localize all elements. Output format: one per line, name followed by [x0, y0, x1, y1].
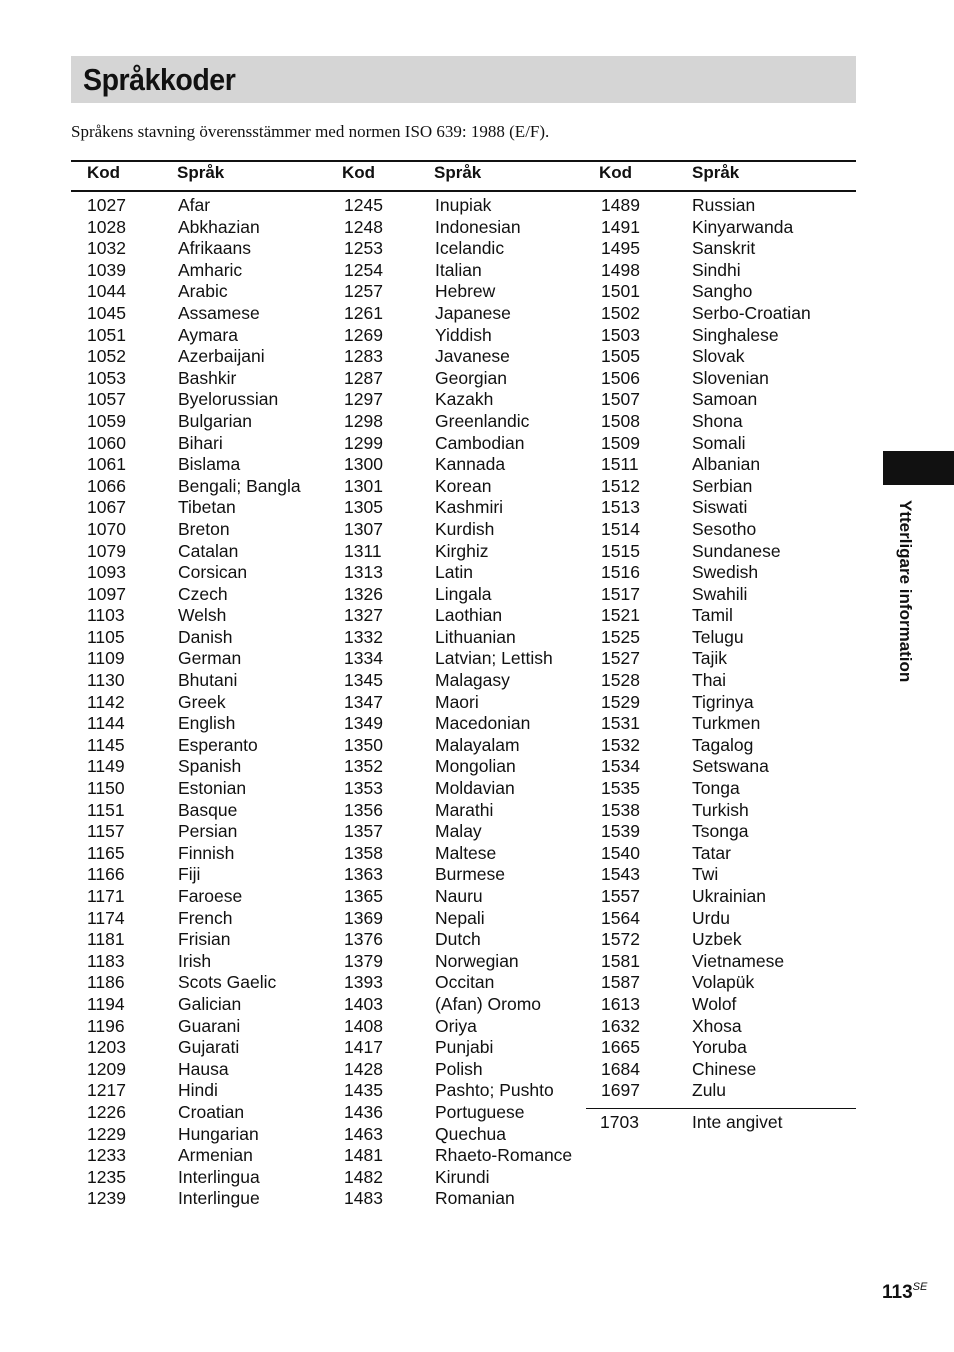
- page-number-value: 113: [882, 1282, 913, 1303]
- unspecified-lang: Inte angivet: [692, 1112, 783, 1132]
- language-code: 1059: [87, 410, 126, 431]
- language-name: Icelandic: [435, 238, 505, 259]
- language-name: Russian: [692, 195, 756, 215]
- language-code: 1557: [601, 886, 640, 906]
- language-code: 1052: [87, 346, 126, 367]
- language-code: 1436: [344, 1101, 383, 1122]
- language-name: Bhutani: [178, 670, 238, 691]
- language-code: 1051: [87, 324, 126, 345]
- language-code: 1572: [601, 929, 640, 950]
- language-code: 1357: [344, 821, 383, 842]
- language-code: 1254: [344, 259, 383, 280]
- extra-rule: [586, 1108, 856, 1109]
- language-code: 1150: [87, 778, 125, 799]
- language-code: 1287: [344, 367, 383, 388]
- language-name: Abkhazian: [178, 216, 260, 237]
- language-code: 1233: [87, 1145, 126, 1166]
- language-name: Kazakh: [435, 389, 494, 410]
- language-name: Tigrinya: [692, 691, 754, 712]
- language-code: 1353: [344, 778, 383, 799]
- language-code: 1299: [344, 432, 383, 453]
- intro-text: Språkens stavning överensstämmer med normen ISO 639: 1988 (E/F).: [71, 122, 550, 141]
- language-code: 1535: [601, 778, 640, 799]
- language-name: Oriya: [435, 1015, 477, 1036]
- language-name: Kirghiz: [435, 540, 489, 561]
- language-name: Maori: [435, 691, 479, 712]
- language-code: 1166: [87, 864, 125, 885]
- language-name: Esperanto: [178, 734, 258, 755]
- language-name: Somali: [692, 432, 746, 453]
- language-code: 1217: [87, 1080, 126, 1101]
- language-code: 1498: [601, 259, 640, 280]
- language-name: Macedonian: [435, 713, 531, 734]
- language-name: Interlingua: [178, 1166, 260, 1187]
- language-code: 1403: [344, 993, 383, 1014]
- language-code: 1350: [344, 734, 383, 755]
- language-name: Scots Gaelic: [178, 972, 277, 993]
- language-code: 1502: [601, 302, 640, 323]
- page-number: [882, 1281, 927, 1304]
- language-name: Italian: [435, 259, 482, 280]
- language-name: Urdu: [692, 907, 730, 928]
- language-code: 1531: [601, 713, 640, 734]
- language-code: 1483: [344, 1188, 383, 1209]
- language-name: Tatar: [692, 842, 731, 863]
- language-name: English: [178, 713, 236, 734]
- language-name: Javanese: [435, 346, 510, 367]
- language-code: 1145: [87, 734, 125, 755]
- language-name: Fiji: [178, 864, 201, 885]
- language-name: Uzbek: [692, 929, 742, 950]
- language-name: Burmese: [435, 864, 506, 885]
- language-name: Sesotho: [692, 518, 757, 539]
- language-name: Arabic: [178, 281, 228, 302]
- language-code: 1528: [601, 670, 640, 691]
- language-code: 1181: [87, 929, 125, 950]
- language-name: Tsonga: [692, 821, 749, 842]
- language-code: 1298: [344, 410, 383, 431]
- language-code: 1527: [601, 648, 640, 669]
- language-code: 1564: [601, 907, 640, 928]
- page-title: Språkkoder: [83, 62, 236, 97]
- language-code: 1489: [601, 195, 640, 215]
- language-code: 1194: [87, 993, 125, 1014]
- language-name: Kurdish: [435, 518, 495, 539]
- language-code: 1066: [87, 475, 126, 496]
- language-name: Croatian: [178, 1101, 245, 1122]
- language-code: 1027: [87, 195, 126, 215]
- language-name: Kannada: [435, 454, 506, 475]
- language-name: Amharic: [178, 259, 243, 280]
- language-code: 1327: [344, 605, 383, 626]
- language-name: Moldavian: [435, 778, 515, 799]
- language-code: 1028: [87, 216, 126, 237]
- header-code-2: Kod: [342, 163, 376, 182]
- language-name: Malagasy: [435, 670, 510, 691]
- language-name: Shona: [692, 410, 743, 431]
- language-name: Catalan: [178, 540, 239, 561]
- language-name: Byelorussian: [178, 389, 279, 410]
- language-code: 1149: [87, 756, 125, 777]
- language-code: 1093: [87, 562, 126, 583]
- language-name: Persian: [178, 821, 238, 842]
- language-name: Occitan: [435, 972, 495, 993]
- language-code: 1515: [601, 540, 640, 561]
- language-name: Kashmiri: [435, 497, 504, 518]
- language-code: 1203: [87, 1037, 126, 1058]
- language-code: 1539: [601, 821, 640, 842]
- language-name: Kinyarwanda: [692, 216, 794, 237]
- language-code: 1144: [87, 713, 125, 734]
- language-name: Tamil: [692, 605, 733, 626]
- section-tab: [883, 451, 954, 485]
- title-bar: [71, 56, 856, 103]
- language-code: 1352: [344, 756, 383, 777]
- language-code: 1311: [344, 540, 382, 561]
- language-code: 1174: [87, 907, 125, 928]
- language-code: 1482: [344, 1166, 383, 1187]
- language-name: Azerbaijani: [178, 346, 265, 367]
- language-name: Dutch: [435, 929, 481, 950]
- language-code: 1239: [87, 1188, 126, 1209]
- language-code: 1301: [344, 475, 383, 496]
- language-code: 1508: [601, 410, 640, 431]
- language-name: Slovenian: [692, 367, 769, 388]
- language-code: 1269: [344, 324, 383, 345]
- language-name: Finnish: [178, 842, 235, 863]
- language-name: Welsh: [178, 605, 227, 626]
- language-name: Kirundi: [435, 1166, 490, 1187]
- language-code: 1684: [601, 1058, 640, 1079]
- language-name: Inupiak: [435, 195, 492, 215]
- language-code: 1481: [344, 1145, 383, 1166]
- header-lang-3: Språk: [692, 163, 740, 182]
- language-name: Assamese: [178, 302, 260, 323]
- language-name: Serbian: [692, 475, 753, 496]
- language-name: Maltese: [435, 842, 497, 863]
- language-name: Swahili: [692, 583, 748, 604]
- language-code: 1283: [344, 346, 383, 367]
- language-code: 1053: [87, 367, 126, 388]
- language-code: 1408: [344, 1015, 383, 1036]
- language-code: 1521: [601, 605, 640, 626]
- language-code: 1257: [344, 281, 383, 302]
- language-name: Mongolian: [435, 756, 516, 777]
- language-name: Thai: [692, 670, 727, 691]
- language-name: Hebrew: [435, 281, 496, 302]
- language-name: Malayalam: [435, 734, 520, 755]
- language-code: 1514: [601, 518, 640, 539]
- language-name: Norwegian: [435, 950, 519, 971]
- language-name: Swedish: [692, 562, 759, 583]
- language-name: Polish: [435, 1058, 483, 1079]
- language-code: 1165: [87, 842, 125, 863]
- language-name: Punjabi: [435, 1037, 494, 1058]
- language-code: 1525: [601, 626, 640, 647]
- language-name: Siswati: [692, 497, 748, 518]
- table-top-rule: [71, 160, 856, 162]
- language-code: 1297: [344, 389, 383, 410]
- language-name: Bislama: [178, 454, 241, 475]
- language-code: 1196: [87, 1015, 125, 1036]
- language-name: Sanskrit: [692, 238, 756, 259]
- language-name: Telugu: [692, 626, 744, 647]
- language-code: 1587: [601, 972, 640, 993]
- language-code: 1032: [87, 238, 126, 259]
- unspecified-code: 1703: [600, 1112, 639, 1132]
- language-name: German: [178, 648, 242, 669]
- header-code-3: Kod: [599, 163, 633, 182]
- page-suffix: SE: [912, 1281, 928, 1293]
- language-code: 1495: [601, 238, 640, 259]
- language-name: Tonga: [692, 778, 740, 799]
- language-name: Twi: [692, 864, 719, 885]
- language-code: 1356: [344, 799, 383, 820]
- language-code: 1363: [344, 864, 383, 885]
- language-code: 1529: [601, 691, 640, 712]
- language-code: 1183: [87, 950, 125, 971]
- language-name: Yoruba: [692, 1037, 747, 1058]
- language-name: Armenian: [178, 1145, 253, 1166]
- language-code: 1540: [601, 842, 640, 863]
- section-label: Ytterligare information: [896, 500, 915, 683]
- language-code: 1229: [87, 1123, 126, 1144]
- language-name: Romanian: [435, 1188, 515, 1209]
- language-name: Nauru: [435, 886, 483, 906]
- language-name: Gujarati: [178, 1037, 240, 1058]
- language-name: Indonesian: [435, 216, 521, 237]
- language-code: 1532: [601, 734, 640, 755]
- language-code: 1171: [87, 886, 125, 906]
- language-name: Serbo-Croatian: [692, 302, 811, 323]
- language-name: Lingala: [435, 583, 492, 604]
- language-code: 1157: [87, 821, 125, 842]
- language-name: Hindi: [178, 1080, 218, 1101]
- language-code: 1503: [601, 324, 640, 345]
- language-name: Latvian; Lettish: [435, 648, 553, 669]
- language-name: Greenlandic: [435, 410, 530, 431]
- header-lang-2: Språk: [434, 163, 482, 182]
- language-name: Portuguese: [435, 1101, 525, 1122]
- language-code: 1393: [344, 972, 383, 993]
- language-name: Cambodian: [435, 432, 525, 453]
- language-code: 1369: [344, 907, 383, 928]
- language-code: 1307: [344, 518, 383, 539]
- language-name: Bashkir: [178, 367, 237, 388]
- language-code: 1697: [601, 1080, 640, 1101]
- language-name: Turkmen: [692, 713, 761, 734]
- language-name: Bihari: [178, 432, 223, 453]
- language-name: Hausa: [178, 1058, 229, 1079]
- language-code: 1349: [344, 713, 383, 734]
- language-name: Bengali; Bangla: [178, 475, 301, 496]
- language-code: 1245: [344, 195, 383, 215]
- language-name: Volapük: [692, 972, 755, 993]
- language-code: 1463: [344, 1123, 383, 1144]
- unspecified-row: [600, 1112, 783, 1134]
- language-name: Wolof: [692, 993, 737, 1014]
- language-code: 1517: [601, 583, 640, 604]
- language-name: Guarani: [178, 1015, 241, 1036]
- language-code: 1105: [87, 626, 125, 647]
- language-name: Georgian: [435, 367, 507, 388]
- language-name: Hungarian: [178, 1123, 259, 1144]
- language-name: Latin: [435, 562, 473, 583]
- language-name: Korean: [435, 475, 492, 496]
- language-name: Sundanese: [692, 540, 781, 561]
- language-name: Irish: [178, 950, 212, 971]
- language-name: Basque: [178, 799, 238, 820]
- language-code: 1334: [344, 648, 383, 669]
- language-name: Slovak: [692, 346, 745, 367]
- language-code: 1130: [87, 670, 125, 691]
- language-code: 1507: [601, 389, 640, 410]
- language-code: 1235: [87, 1166, 126, 1187]
- language-name: Galician: [178, 993, 242, 1014]
- language-code: 1253: [344, 238, 383, 259]
- language-code: 1534: [601, 756, 640, 777]
- language-code: 1435: [344, 1080, 383, 1101]
- language-name: Aymara: [178, 324, 238, 345]
- language-name: Bulgarian: [178, 410, 252, 431]
- language-code: 1345: [344, 670, 383, 691]
- language-code: 1103: [87, 605, 125, 626]
- language-code: 1226: [87, 1101, 126, 1122]
- language-name: Ukrainian: [692, 886, 766, 906]
- language-name: Sangho: [692, 281, 753, 302]
- language-name: Tajik: [692, 648, 728, 669]
- language-name: Singhalese: [692, 324, 779, 345]
- language-code: 1039: [87, 259, 126, 280]
- language-name: French: [178, 907, 233, 928]
- language-code: 1067: [87, 497, 126, 518]
- language-code: 1538: [601, 799, 640, 820]
- language-name: Samoan: [692, 389, 758, 410]
- header-code-1: Kod: [87, 163, 121, 182]
- language-code: 1513: [601, 497, 640, 518]
- language-code: 1501: [601, 281, 640, 302]
- language-name: Spanish: [178, 756, 242, 777]
- language-code: 1581: [601, 950, 640, 971]
- table-header-rule: [71, 190, 856, 192]
- language-name: Afar: [178, 195, 211, 215]
- language-code: 1313: [344, 562, 383, 583]
- language-name: Afrikaans: [178, 238, 251, 259]
- language-name: Laothian: [435, 605, 503, 626]
- language-name: Tagalog: [692, 734, 754, 755]
- language-code: 1079: [87, 540, 126, 561]
- language-code: 1045: [87, 302, 126, 323]
- language-name: Rhaeto-Romance: [435, 1145, 573, 1166]
- language-name: Greek: [178, 691, 226, 712]
- language-name: Sindhi: [692, 259, 741, 280]
- language-code: 1097: [87, 583, 126, 604]
- language-name: Chinese: [692, 1058, 757, 1079]
- language-code: 1665: [601, 1037, 640, 1058]
- language-name: Danish: [178, 626, 233, 647]
- language-code: 1379: [344, 950, 383, 971]
- language-name: Yiddish: [435, 324, 492, 345]
- language-name: Albanian: [692, 454, 761, 475]
- language-code: 1365: [344, 886, 383, 906]
- language-code: 1057: [87, 389, 126, 410]
- language-code: 1151: [87, 799, 125, 820]
- language-code: 1417: [344, 1037, 383, 1058]
- language-code: 1142: [87, 691, 125, 712]
- language-code: 1376: [344, 929, 383, 950]
- language-name: Turkish: [692, 799, 749, 820]
- language-name: Marathi: [435, 799, 494, 820]
- language-name: Malay: [435, 821, 482, 842]
- language-name: Vietnamese: [692, 950, 785, 971]
- language-code: 1044: [87, 281, 126, 302]
- language-code: 1186: [87, 972, 125, 993]
- language-code: 1506: [601, 367, 640, 388]
- language-code: 1516: [601, 562, 640, 583]
- language-code: 1060: [87, 432, 126, 453]
- language-code: 1428: [344, 1058, 383, 1079]
- language-name: Breton: [178, 518, 230, 539]
- language-name: (Afan) Oromo: [435, 993, 541, 1014]
- language-name: Zulu: [692, 1080, 727, 1101]
- language-code: 1332: [344, 626, 383, 647]
- language-code: 1261: [344, 302, 383, 323]
- language-code: 1505: [601, 346, 640, 367]
- language-name: Corsican: [178, 562, 248, 583]
- header-lang-1: Språk: [177, 163, 225, 182]
- language-code: 1326: [344, 583, 383, 604]
- language-code: 1347: [344, 691, 383, 712]
- language-code: 1109: [87, 648, 125, 669]
- language-name: Lithuanian: [435, 626, 516, 647]
- language-name: Interlingue: [178, 1188, 260, 1209]
- language-name: Quechua: [435, 1123, 507, 1144]
- language-name: Xhosa: [692, 1015, 742, 1036]
- language-code: 1209: [87, 1058, 126, 1079]
- language-name: Frisian: [178, 929, 231, 950]
- language-code: 1305: [344, 497, 383, 518]
- language-code: 1358: [344, 842, 383, 863]
- language-code: 1070: [87, 518, 126, 539]
- language-code: 1491: [601, 216, 640, 237]
- language-name: Pashto; Pushto: [435, 1080, 554, 1101]
- language-name: Czech: [178, 583, 228, 604]
- language-code: 1613: [601, 993, 640, 1014]
- language-name: Faroese: [178, 886, 243, 906]
- language-code: 1511: [601, 454, 639, 475]
- language-name: Nepali: [435, 907, 485, 928]
- language-code: 1300: [344, 454, 383, 475]
- language-code: 1512: [601, 475, 640, 496]
- language-code: 1061: [87, 454, 126, 475]
- language-code: 1632: [601, 1015, 640, 1036]
- language-name: Japanese: [435, 302, 511, 323]
- language-name: Estonian: [178, 778, 247, 799]
- language-name: Tibetan: [178, 497, 236, 518]
- language-code: 1248: [344, 216, 383, 237]
- language-code: 1543: [601, 864, 640, 885]
- language-code: 1509: [601, 432, 640, 453]
- language-name: Setswana: [692, 756, 769, 777]
